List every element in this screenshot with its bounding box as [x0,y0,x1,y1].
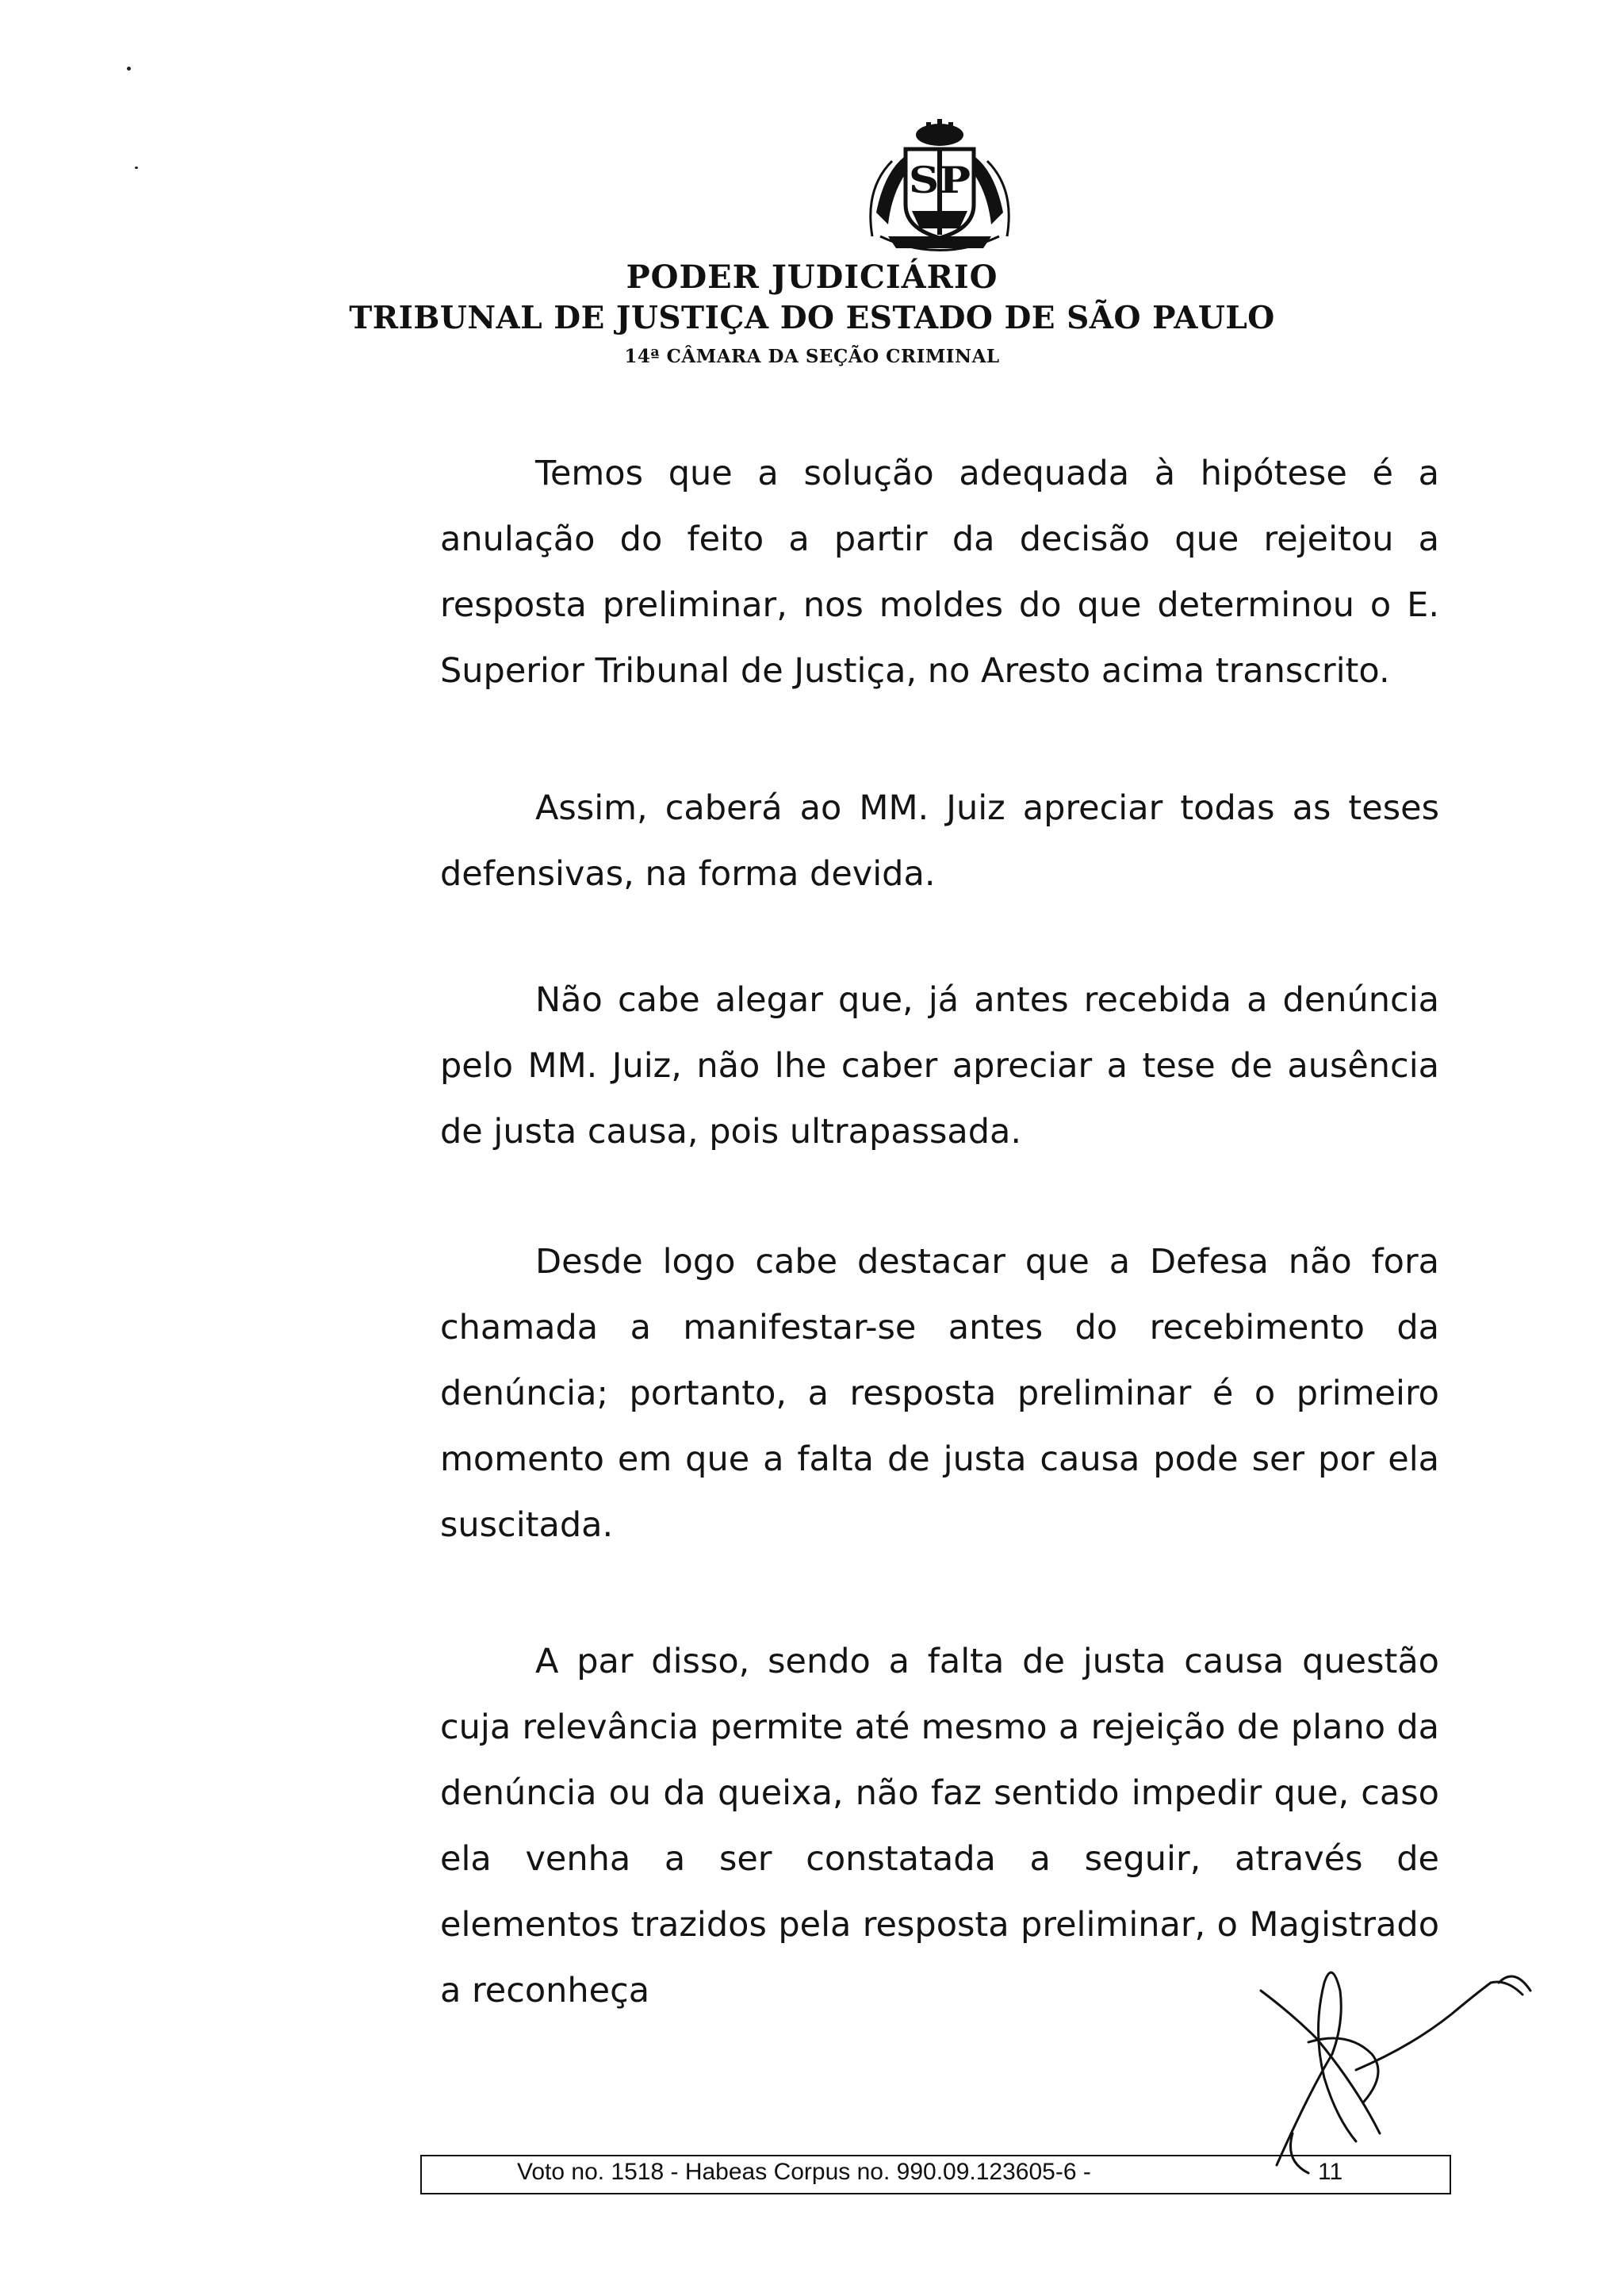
case-reference: Voto no. 1518 - Habeas Corpus no. 990.09.123605-6 - [517,2159,1091,2185]
page-number: 11 [1318,2159,1343,2185]
scan-speck [135,167,138,169]
body-paragraph: Desde logo cabe destacar que a Defesa não fora chamada a manifestar-se antes do recebimento da denúncia; portanto, a resposta preliminar é o primeiro momento em que a falta de justa causa pode ser por ela suscitada. [440,1242,1439,1545]
footer-reference-box [420,2155,1451,2194]
sao-paulo-coat-of-arms [856,117,1023,259]
chamber-heading: 14ª CÂMARA DA SEÇÃO CRIMINAL [624,346,1000,367]
scan-speck [127,67,131,71]
seal-initials: SP [909,159,971,201]
body-paragraph: A par disso, sendo a falta de justa causa questão cuja relevância permite até mesmo a rejeição de plano da denúncia ou da queixa, não faz sentido impedir que, caso ela venha a ser constatada a seguir, através de elementos trazidos pela resposta preliminar, o Magistrado a reconheça [440,1642,1439,2010]
body-paragraph: Não cabe alegar que, já antes recebida a denúncia pelo MM. Juiz, não lhe caber apreciar a tese de ausência de justa causa, pois ultrapassada. [440,980,1439,1152]
judiciary-heading: PODER JUDICIÁRIO [626,259,998,296]
court-heading: TRIBUNAL DE JUSTIÇA DO ESTADO DE SÃO PAULO [349,300,1275,336]
body-paragraph: Assim, caberá ao MM. Juiz apreciar todas as teses defensivas, na forma devida. [440,788,1439,894]
body-paragraph: Temos que a solução adequada à hipótese é a anulação do feito a partir da decisão que rejeitou a resposta preliminar, nos moldes do que determinou o E. Superior Tribunal de Justiça, no Aresto acima transcrito. [440,454,1439,691]
